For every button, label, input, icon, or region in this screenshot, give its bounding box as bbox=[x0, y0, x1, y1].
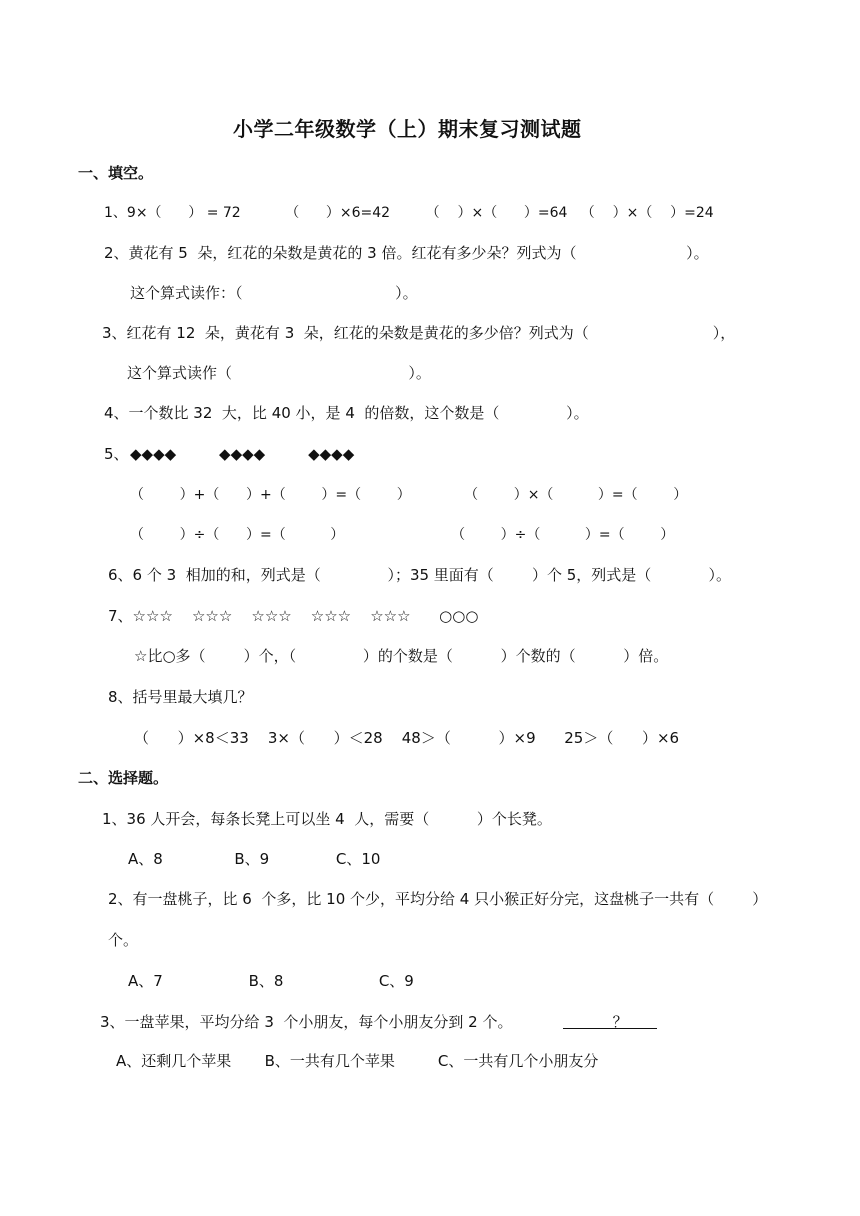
question-1-4: 4、一个数比 32 大，比 40 小，是 4 的倍数，这个数是（ ）。 bbox=[104, 404, 589, 422]
question-1-8-line-2: （ ）×8＜33 3×（ ）＜28 48＞（ ）×9 25＞（ ）×6 bbox=[134, 729, 680, 747]
question-2-1-options: A、8 B、9 C、10 bbox=[128, 850, 381, 868]
answer-blank-line bbox=[563, 1028, 657, 1029]
question-2-2-line-2: 个。 bbox=[108, 931, 139, 949]
question-1-3-line-1: 3、红花有 12 朵，黄花有 3 朵，红花的朵数是黄花的多少倍？列式为（ ）， bbox=[102, 324, 736, 342]
question-2-2-line-1: 2、有一盘桃子，比 6 个多，比 10 个少，平均分给 4 只小猴正好分完，这盘桃子一共有（ ） bbox=[108, 890, 768, 908]
section-2-heading: 二、选择题。 bbox=[78, 769, 169, 787]
question-1-3-line-2: 这个算式读作（ ）。 bbox=[127, 364, 431, 382]
question-2-3: 3、一盘苹果，平均分给 3 个小朋友，每个小朋友分到 2 个。 ？ bbox=[100, 1013, 628, 1031]
question-2-1: 1、36 人开会，每条长凳上可以坐 4 人，需要（ ）个长凳。 bbox=[102, 810, 552, 828]
diamond-shapes: ◆◆◆◆ ◆◆◆◆ ◆◆◆◆ bbox=[130, 445, 355, 463]
question-1-8-line-1: 8、括号里最大填几？ bbox=[108, 688, 253, 706]
question-1-5-row-1: （ ）+（ ）+（ ）=（ ） （ ）×（ ）=（ ） bbox=[130, 487, 688, 503]
question-2-3-options: A、还剩几个苹果 B、一共有几个苹果 C、一共有几个小朋友分 bbox=[116, 1052, 599, 1070]
question-1-2-line-1: 2、黄花有 5 朵，红花的朵数是黄花的 3 倍。红花有多少朵？列式为（ ）。 bbox=[104, 244, 709, 262]
question-1-7-line-2: ☆比○多（ ）个，（ ）的个数是（ ）个数的（ ）倍。 bbox=[134, 647, 669, 665]
question-1-1: 1、9×（ ） = 72 （ ）×6=42 （ ）×（ ）=64 （ ）×（ ）=24 bbox=[104, 205, 714, 221]
question-1-2-line-2: 这个算式读作：（ ）。 bbox=[130, 284, 418, 302]
section-1-heading: 一、填空。 bbox=[78, 164, 154, 182]
question-1-7-line-1: 7、☆☆☆ ☆☆☆ ☆☆☆ ☆☆☆ ☆☆☆ ○○○ bbox=[108, 607, 479, 625]
question-2-2-options: A、7 B、8 C、9 bbox=[128, 972, 414, 990]
question-1-6: 6、6 个 3 相加的和，列式是（ ）；35 里面有（ ）个 5，列式是（ ）。 bbox=[108, 566, 731, 584]
question-1-5-label: 5、 bbox=[104, 445, 129, 463]
page-title: 小学二年级数学（上）期末复习测试题 bbox=[233, 117, 582, 141]
question-1-5-row-2: （ ）÷（ ）=（ ） （ ）÷（ ）=（ ） bbox=[130, 527, 675, 543]
